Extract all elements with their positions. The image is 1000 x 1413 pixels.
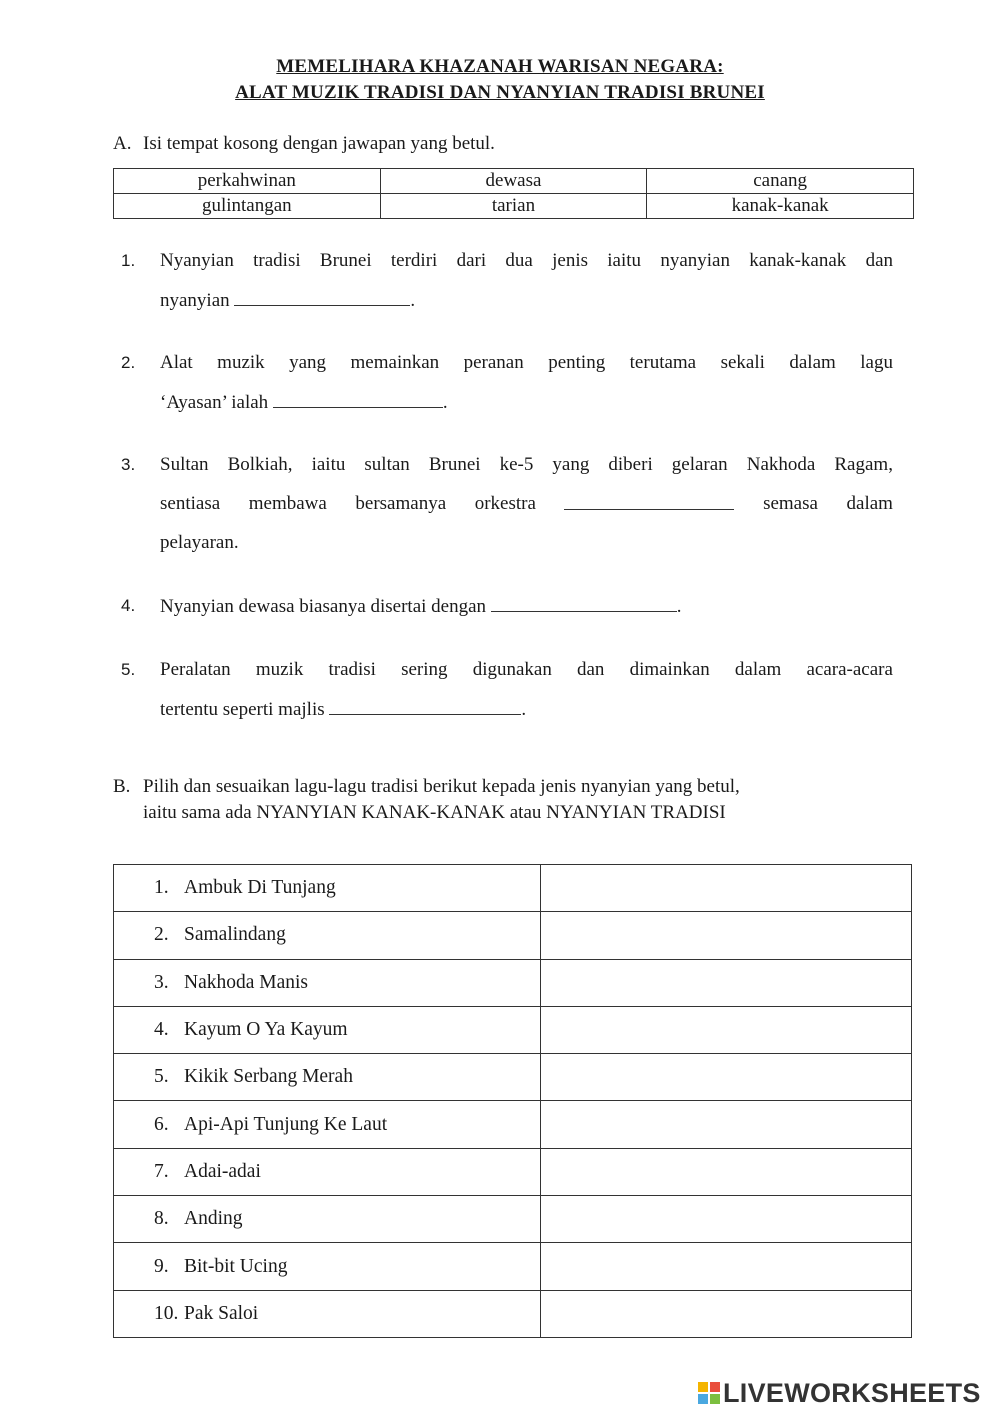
question-word: gelaran: [671, 454, 728, 475]
section-b-letter: B.: [113, 776, 131, 797]
question-word: ke-5: [499, 454, 534, 475]
song-answer-cell[interactable]: [541, 959, 912, 1006]
song-row: [114, 1101, 912, 1148]
question-word: sekali: [720, 352, 765, 373]
word-bank-cell: perkahwinan: [114, 169, 381, 194]
song-number: 1.: [154, 877, 169, 899]
song-name: Anding: [184, 1208, 243, 1230]
question-word: muzik: [255, 659, 304, 680]
logo-square-i: [710, 1382, 720, 1392]
question-text: .: [442, 392, 448, 413]
question-line: [160, 530, 893, 556]
logo-text: LIVEWORKSHEETS: [723, 1377, 981, 1408]
song-name-cell: [114, 1006, 541, 1053]
title-line-2: ALAT MUZIK TRADISI DAN NYANYIAN TRADISI BRUNEI: [235, 82, 765, 103]
logo-square-e: [710, 1394, 720, 1404]
question-word: iaitu: [311, 454, 346, 475]
song-answer-cell[interactable]: [541, 912, 912, 959]
songs-table: [113, 864, 912, 1338]
song-name-cell: [114, 959, 541, 1006]
question-word: sering: [401, 659, 448, 680]
question-number: 4.: [121, 596, 136, 615]
question-word: membawa: [248, 493, 327, 514]
song-name: Nakhoda Manis: [184, 971, 309, 993]
question-line: [160, 248, 893, 274]
question-word: terutama: [629, 352, 697, 373]
question-line: [160, 350, 893, 376]
question-word: semasa: [763, 493, 818, 514]
song-name-cell: [114, 1148, 541, 1195]
question-word: yang: [289, 352, 327, 373]
word-bank-cell: gulintangan: [114, 194, 381, 219]
question-word: dari: [456, 250, 487, 271]
song-number: 2.: [154, 924, 169, 946]
question-number: 3.: [121, 455, 136, 474]
question-word: digunakan: [472, 659, 552, 680]
song-row: [114, 1148, 912, 1195]
question-word: iaitu: [607, 250, 642, 271]
section-a-letter: A.: [113, 133, 132, 154]
word-bank-cell: canang: [647, 169, 914, 194]
song-number: 5.: [154, 1066, 169, 1088]
question-line: [160, 593, 893, 619]
question-line: [160, 657, 893, 683]
song-name: Adai-adai: [184, 1160, 261, 1182]
song-name-cell: [114, 912, 541, 959]
song-row: [114, 1196, 912, 1243]
song-number: 7.: [154, 1160, 169, 1182]
question-word: Nakhoda: [746, 454, 816, 475]
song-name: Bit-bit Ucing: [184, 1255, 288, 1277]
song-row: [114, 1290, 912, 1337]
question-word: Alat: [160, 352, 193, 373]
question-text: Nyanyian dewasa biasanya disertai dengan: [160, 596, 487, 617]
question-line: [160, 491, 893, 517]
song-name: Kikik Serbang Merah: [184, 1066, 353, 1088]
question-word: dalam: [846, 493, 893, 514]
question-word: Brunei: [428, 454, 481, 475]
question-word: bersamanya: [355, 493, 447, 514]
question-word: memainkan: [350, 352, 440, 373]
question-number: 5.: [121, 660, 136, 679]
logo-square-v: [698, 1394, 708, 1404]
question-word: orkestra: [474, 493, 536, 514]
liveworksheets-logo: [698, 1378, 981, 1408]
song-number: 6.: [154, 1113, 169, 1135]
question-line: [160, 452, 893, 478]
question-number: 2.: [121, 353, 136, 372]
question-word: nyanyian: [660, 250, 730, 271]
question-word: sultan: [364, 454, 410, 475]
question-text: .: [410, 290, 416, 311]
question-text: pelayaran.: [160, 532, 239, 553]
word-bank-cell: tarian: [380, 194, 647, 219]
song-name: Samalindang: [184, 924, 286, 946]
question-word: dalam: [734, 659, 782, 680]
question-line: [160, 696, 893, 722]
question-line: [160, 287, 893, 313]
question-word: acara-acara: [806, 659, 893, 680]
song-row: [114, 912, 912, 959]
song-name-cell: [114, 1243, 541, 1290]
song-name: Kayum O Ya Kayum: [184, 1019, 348, 1041]
question-text: .: [676, 596, 682, 617]
song-row: [114, 865, 912, 912]
answer-blank[interactable]: [329, 696, 521, 715]
song-name-cell: [114, 1101, 541, 1148]
question-word: kanak-kanak: [749, 250, 847, 271]
question-word: sentiasa: [160, 493, 221, 514]
question-word: yang: [552, 454, 590, 475]
song-name-cell: [114, 1290, 541, 1337]
question-word: dan: [576, 659, 605, 680]
question-text: nyanyian: [160, 290, 230, 311]
question-word: muzik: [217, 352, 265, 373]
question-text: tertentu seperti majlis: [160, 699, 325, 720]
song-row: [114, 1006, 912, 1053]
section-b-instruction: iaitu sama ada NYANYIAN KANAK-KANAK atau NYANYIAN TRADISI: [143, 802, 726, 823]
question-word: tradisi: [253, 250, 301, 271]
question-word: terdiri: [390, 250, 438, 271]
song-answer-cell[interactable]: [541, 1148, 912, 1195]
answer-blank[interactable]: [564, 491, 734, 510]
question-word: dalam: [789, 352, 836, 373]
question-word: Peralatan: [160, 659, 231, 680]
song-name: Pak Saloi: [184, 1302, 259, 1324]
song-row: [114, 1054, 912, 1101]
question-number: 1.: [121, 251, 136, 270]
question-word: lagu: [860, 352, 893, 373]
title-line-1: MEMELIHARA KHAZANAH WARISAN NEGARA:: [276, 56, 724, 77]
word-bank-cell: kanak-kanak: [647, 194, 914, 219]
question-word: Bolkiah,: [227, 454, 293, 475]
logo-mark-icon: [698, 1382, 720, 1404]
song-answer-cell[interactable]: [541, 1054, 912, 1101]
word-bank-cell: dewasa: [380, 169, 647, 194]
song-name-cell: [114, 1196, 541, 1243]
answer-blank[interactable]: [491, 593, 677, 612]
section-b-heading: [113, 774, 740, 826]
song-number: 10.: [154, 1302, 179, 1324]
question-word: Ragam,: [834, 454, 893, 475]
section-b-instruction: Pilih dan sesuaikan lagu-lagu tradisi berikut kepada jenis nyanyian yang betul,: [143, 776, 740, 797]
section-a-instruction: Isi tempat kosong dengan jawapan yang betul.: [143, 133, 495, 154]
song-answer-cell[interactable]: [541, 1196, 912, 1243]
song-row: [114, 959, 912, 1006]
song-answer-cell[interactable]: [541, 1290, 912, 1337]
question-text: ‘Ayasan’ ialah: [160, 392, 269, 413]
question-word: dua: [505, 250, 533, 271]
answer-blank[interactable]: [234, 287, 410, 306]
word-bank-table: [113, 168, 914, 219]
song-number: 3.: [154, 971, 169, 993]
question-word: Sultan: [160, 454, 209, 475]
question-word: Brunei: [319, 250, 372, 271]
song-row: [114, 1243, 912, 1290]
section-a-heading: [113, 131, 495, 157]
song-number: 4.: [154, 1019, 169, 1041]
song-name-cell: [114, 865, 541, 912]
song-number: 9.: [154, 1255, 169, 1277]
song-answer-cell[interactable]: [541, 865, 912, 912]
question-text: .: [521, 699, 527, 720]
song-name-cell: [114, 1054, 541, 1101]
song-name: Api-Api Tunjung Ke Laut: [184, 1113, 388, 1135]
question-word: tradisi: [328, 659, 376, 680]
song-number: 8.: [154, 1208, 169, 1230]
song-answer-cell[interactable]: [541, 1101, 912, 1148]
song-answer-cell[interactable]: [541, 1243, 912, 1290]
question-line: [160, 389, 893, 415]
song-answer-cell[interactable]: [541, 1006, 912, 1053]
question-word: dan: [865, 250, 893, 271]
question-word: peranan: [463, 352, 524, 373]
question-word: jenis: [552, 250, 588, 271]
song-name: Ambuk Di Tunjang: [184, 877, 336, 899]
logo-square-l: [698, 1382, 708, 1392]
question-word: diberi: [608, 454, 653, 475]
question-word: penting: [548, 352, 606, 373]
answer-blank[interactable]: [273, 389, 443, 408]
question-word: dimainkan: [629, 659, 710, 680]
question-word: Nyanyian: [160, 250, 234, 271]
